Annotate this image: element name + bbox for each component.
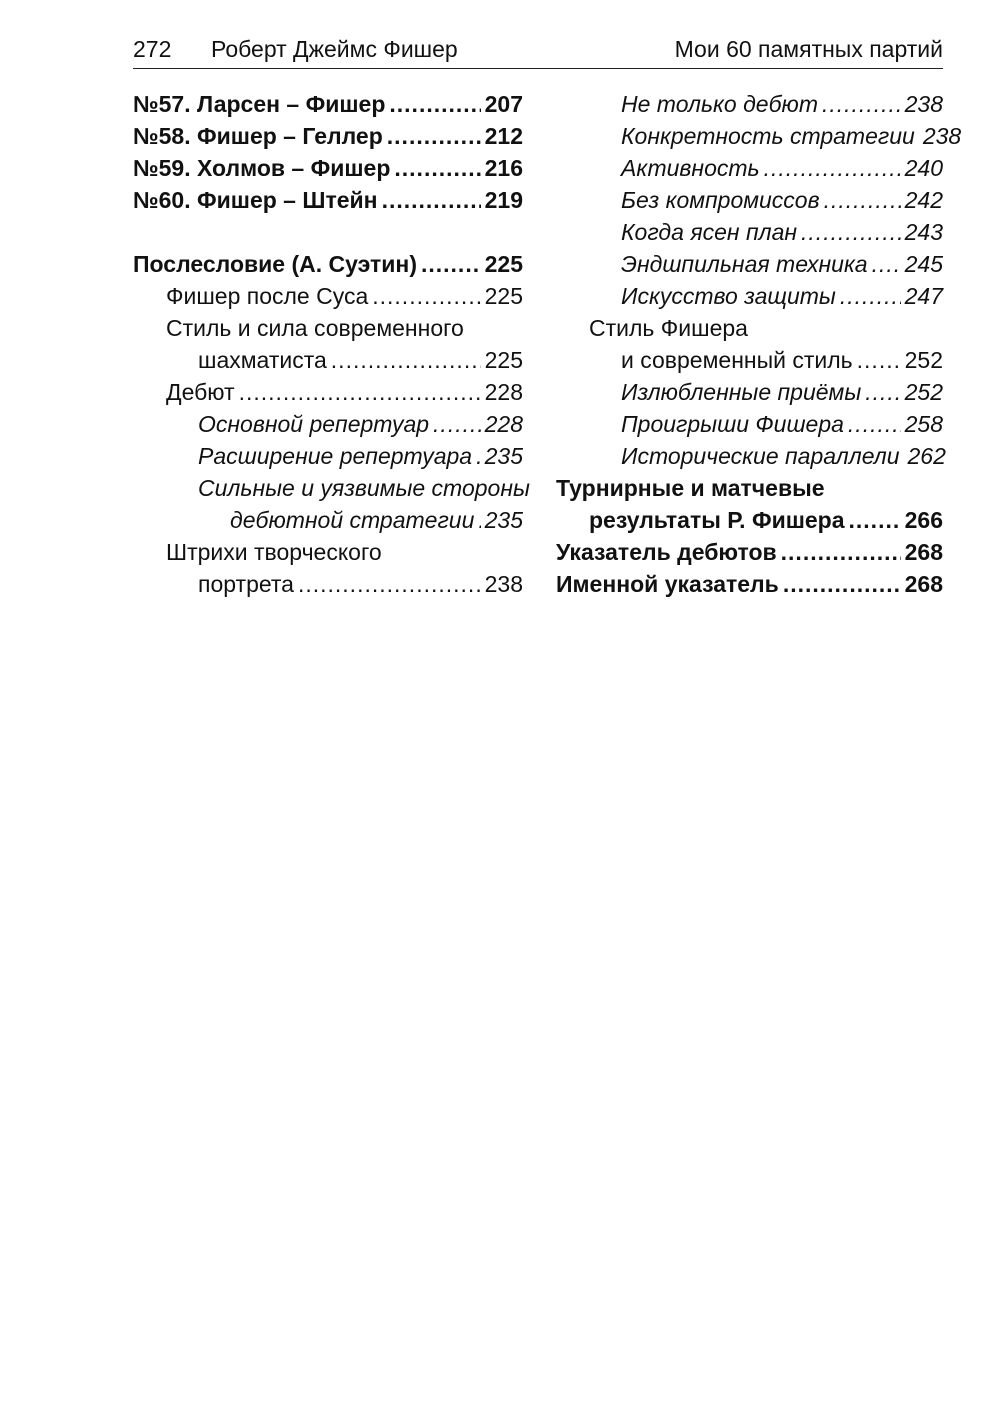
toc-entry-title: Послесловие (А. Суэтин) [133, 251, 417, 277]
toc-entry-title: Искусство защиты [621, 283, 836, 309]
toc-entry-game-58 [133, 120, 523, 152]
toc-entry-game-60 [133, 184, 523, 216]
leader-dots [331, 344, 481, 376]
toc-entry-title: результаты Р. Фишера [589, 507, 845, 533]
toc-entry-page: 242 [904, 187, 943, 213]
leader-dots [433, 408, 481, 440]
toc-entry-page: 245 [904, 251, 943, 277]
toc-entry-page: 219 [484, 187, 523, 213]
toc-entry-page: 212 [484, 123, 523, 149]
leader-dots [849, 504, 901, 536]
toc-entry-fischer-style-line1: Стиль Фишера [589, 315, 748, 341]
page-number: 272 [133, 36, 172, 62]
toc-entry-title: шахматиста [198, 347, 327, 373]
toc-entry-title: Не только дебют [621, 91, 818, 117]
toc-entry-page: 252 [904, 379, 943, 405]
toc-entry-repertoire-expansion [133, 440, 523, 472]
toc-entry-favorite-techniques [556, 376, 943, 408]
toc-entry-game-57 [133, 88, 523, 120]
toc-entry-title: Проигрыши Фишера [621, 411, 844, 437]
toc-entry-page: 252 [904, 347, 943, 373]
toc-entry-title: Без компромиссов [621, 187, 820, 213]
toc-entry-page: 238 [922, 123, 962, 149]
toc-entry-page: 247 [904, 283, 943, 309]
running-author: Роберт Джеймс Фишер [211, 36, 458, 62]
leader-dots [865, 376, 900, 408]
toc-entry-clear-plan [556, 216, 943, 248]
leader-dots [824, 184, 901, 216]
toc-entry-page: 262 [907, 443, 946, 469]
toc-entry-title: №59. Холмов – Фишер [133, 155, 391, 181]
toc-entry-title: Дебют [166, 379, 235, 405]
page-header [133, 34, 943, 69]
toc-entry-art-of-defense [556, 280, 943, 312]
toc-entry-title: портрета [198, 571, 294, 597]
toc-entry-title: №60. Фишер – Штейн [133, 187, 378, 213]
leader-dots [387, 120, 481, 152]
toc-entry-page: 235 [484, 443, 523, 469]
toc-entry-title: Указатель дебютов [556, 539, 777, 565]
toc-entry-page: 268 [904, 571, 943, 597]
toc-entry-title: Именной указатель [556, 571, 779, 597]
toc-entry-endgame-technique [556, 248, 943, 280]
leader-dots [421, 248, 481, 280]
toc-entry-name-index [556, 568, 943, 600]
toc-entry-page: 258 [904, 411, 943, 437]
toc-entry-portrait-line1: Штрихи творческого [166, 539, 382, 565]
toc-entry-title: дебютной стратегии [230, 507, 475, 533]
leader-dots [801, 216, 901, 248]
toc-entry-historical-parallels [556, 440, 946, 472]
toc-entry-title: №58. Фишер – Геллер [133, 123, 383, 149]
leader-dots [840, 280, 901, 312]
toc-entry-page: 238 [904, 91, 943, 117]
toc-entry-page: 243 [904, 219, 943, 245]
toc-entry-page: 228 [484, 411, 523, 437]
toc-entry-tournament-results [556, 504, 943, 536]
leader-dots [394, 152, 480, 184]
toc-entry-strong-weak-line1: Сильные и уязвимые стороны [198, 475, 530, 501]
toc-entry-page: 268 [904, 539, 943, 565]
toc-entry-opening [133, 376, 523, 408]
toc-entry-tournament-line1: Турнирные и матчевые [556, 475, 825, 501]
toc-entry-page: 225 [484, 283, 523, 309]
running-title: Мои 60 памятных партий [674, 36, 943, 62]
leader-dots [382, 184, 481, 216]
toc-entry-activity [556, 152, 943, 184]
toc-left-column [133, 88, 530, 600]
leader-dots [822, 88, 901, 120]
toc-entry-title: и современный стиль [621, 347, 853, 373]
toc-entry-title: Основной репертуар [198, 411, 430, 437]
leader-dots [298, 568, 481, 600]
toc-entry-page: 225 [484, 251, 523, 277]
toc-entry-afterword [133, 248, 523, 280]
toc-entry-title: Излюбленные приёмы [621, 379, 862, 405]
toc-entry-page: 207 [484, 91, 523, 117]
leader-dots [783, 568, 901, 600]
toc-entry-portrait-strokes [133, 568, 523, 600]
toc-entry-page: 228 [484, 379, 523, 405]
toc-entry-page: 225 [484, 347, 523, 373]
toc-entry-main-repertoire [133, 408, 523, 440]
toc-entry-title: Фишер после Суса [166, 283, 369, 309]
toc-entry-fischer-style [556, 344, 943, 376]
toc-entry-page: 235 [484, 507, 523, 533]
leader-dots [476, 440, 481, 472]
toc-entry-title: Конкретность стратегии [621, 123, 915, 149]
toc-entry-page: 216 [484, 155, 523, 181]
toc-entry-page: 238 [484, 571, 523, 597]
leader-dots [872, 248, 901, 280]
leader-dots [389, 88, 480, 120]
toc-entry-style-and-strength [133, 344, 523, 376]
toc-entry-title: Эндшпильная техника [621, 251, 868, 277]
toc-entry-title: №57. Ларсен – Фишер [133, 91, 386, 117]
leader-dots [848, 408, 901, 440]
toc-entry-strong-weak-sides [133, 504, 523, 536]
leader-dots [239, 376, 481, 408]
leader-dots [764, 152, 901, 184]
toc-entry-style-line1: Стиль и сила современного [166, 315, 464, 341]
toc-entry-fischer-after-sousse [133, 280, 523, 312]
toc-entry-not-only-opening [556, 88, 943, 120]
toc-right-column [556, 88, 962, 600]
leader-dots [478, 504, 480, 536]
spacer [133, 216, 523, 248]
toc-entry-page: 240 [904, 155, 943, 181]
toc-entry-title: Исторические параллели [621, 443, 900, 469]
toc-entry-game-59 [133, 152, 523, 184]
toc-entry-concrete-strategy [556, 120, 962, 152]
leader-dots [372, 280, 480, 312]
leader-dots [857, 344, 901, 376]
toc-entry-no-compromise [556, 184, 943, 216]
toc-entry-title: Когда ясен план [621, 219, 798, 245]
toc-entry-title: Расширение репертуара [198, 443, 473, 469]
toc-entry-page: 266 [904, 507, 943, 533]
leader-dots [781, 536, 901, 568]
toc-entry-opening-index [556, 536, 943, 568]
toc-entry-fischer-losses [556, 408, 943, 440]
toc-entry-title: Активность [621, 155, 760, 181]
